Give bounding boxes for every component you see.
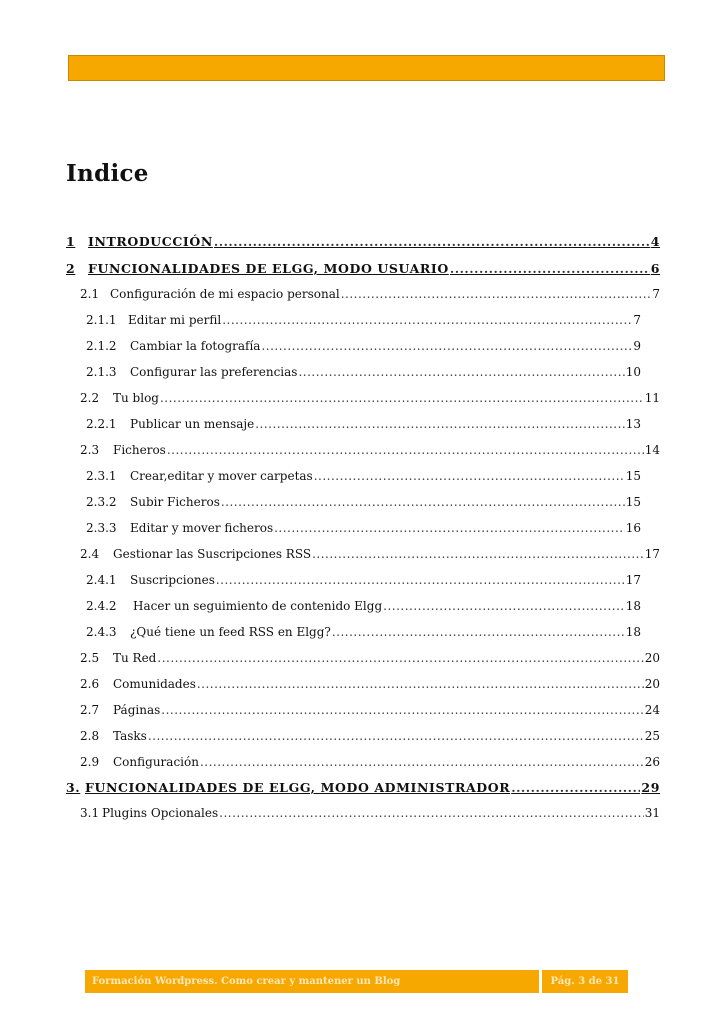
toc-entry-text: Tu Red [113, 651, 157, 665]
footer-title: Formación Wordpress. Como crear y mantener un Blog [85, 970, 539, 993]
toc-entry[interactable] [80, 755, 660, 769]
toc-leader [221, 495, 625, 509]
toc-entry[interactable] [66, 261, 660, 276]
toc-leader [197, 677, 644, 691]
toc-entry-number: 2.4.2 [86, 599, 117, 613]
toc-entry-text: ¿Qué tiene un feed RSS en Elgg? [130, 625, 331, 639]
toc-entry-page: 9 [633, 339, 641, 353]
toc-entry-text: Comunidades [113, 677, 196, 691]
toc-entry[interactable] [86, 521, 641, 535]
toc-entry[interactable] [80, 651, 660, 665]
toc-leader [148, 729, 644, 743]
toc-entry-number: 2.4 [80, 547, 100, 561]
toc-leader [450, 261, 650, 276]
toc-entry-page: 7 [633, 313, 641, 327]
toc-entry-text: Publicar un mensaje [130, 417, 255, 431]
toc-entry-number: 2.6 [80, 677, 100, 691]
toc-entry-page: 13 [625, 417, 641, 431]
toc-entry[interactable] [80, 677, 660, 691]
toc-entry[interactable] [66, 234, 660, 249]
header-bar [68, 55, 665, 81]
toc-entry-page: 11 [644, 391, 660, 405]
toc-entry-page: 18 [625, 599, 641, 613]
toc-entry-number: 2.3.1 [86, 469, 117, 483]
toc-entry-page: 6 [650, 261, 660, 276]
toc-entry-number: 2.3.2 [86, 495, 117, 509]
toc-entry-text: Configuración de mi espacio personal [110, 287, 340, 301]
toc-entry[interactable] [80, 729, 660, 743]
toc-entry[interactable] [80, 703, 660, 717]
toc-entry-number: 3. [66, 780, 81, 795]
toc-entry-page: 20 [644, 651, 660, 665]
toc-entry-page: 25 [644, 729, 660, 743]
toc-entry-text: FUNCIONALIDADES DE ELGG, MODO ADMINISTRADOR [85, 780, 511, 795]
toc-entry-page: 15 [625, 469, 641, 483]
toc-entry[interactable] [80, 806, 660, 820]
toc-entry[interactable] [80, 443, 660, 457]
toc-entry[interactable] [86, 495, 641, 509]
toc-entry-text: Subir Ficheros [130, 495, 220, 509]
toc-entry-number: 2.2 [80, 391, 100, 405]
toc-entry-page: 15 [625, 495, 641, 509]
toc-entry-number: 2.1.2 [86, 339, 117, 353]
toc-leader [161, 703, 643, 717]
toc-entry-page: 20 [644, 677, 660, 691]
toc-entry-number: 1 [66, 234, 76, 249]
toc-entry[interactable] [66, 780, 660, 795]
toc-entry[interactable] [86, 599, 641, 613]
toc-entry-number: 2.1 [80, 287, 100, 301]
toc-entry-number: 2.9 [80, 755, 100, 769]
toc-entry-text: Hacer un seguimiento de contenido Elgg [133, 599, 383, 613]
toc-leader [160, 391, 644, 405]
toc-leader [214, 234, 650, 249]
toc-leader [298, 365, 624, 379]
toc-entry-number: 2.3.3 [86, 521, 117, 535]
toc-leader [219, 806, 644, 820]
toc-leader [314, 469, 625, 483]
toc-leader [255, 417, 625, 431]
toc-entry-text: Tu blog [113, 391, 159, 405]
toc-entry[interactable] [86, 625, 641, 639]
toc-entry-text: Cambiar la fotografía [130, 339, 261, 353]
toc-entry[interactable] [86, 573, 641, 587]
toc-entry-page: 7 [652, 287, 660, 301]
toc-entry-text: Configuración [113, 755, 199, 769]
toc-entry[interactable] [80, 391, 660, 405]
toc-entry-number: 2 [66, 261, 76, 276]
toc-entry-page: 14 [644, 443, 660, 457]
toc-leader [383, 599, 625, 613]
toc-leader [341, 287, 652, 301]
toc-entry-number: 2.5 [80, 651, 100, 665]
toc-entry-text: Plugins Opcionales [102, 806, 219, 820]
toc-entry-page: 17 [625, 573, 641, 587]
toc-entry[interactable] [86, 469, 641, 483]
toc-leader [157, 651, 643, 665]
toc-leader [332, 625, 625, 639]
toc-entry-page: 4 [650, 234, 660, 249]
toc-leader [274, 521, 625, 535]
toc-entry-page: 29 [641, 780, 660, 795]
toc-entry-text: FUNCIONALIDADES DE ELGG, MODO USUARIO [88, 261, 449, 276]
footer-page-number: Pág. 3 de 31 [542, 970, 628, 993]
toc-entry-text: Ficheros [113, 443, 166, 457]
page-footer [85, 970, 628, 993]
toc-entry-number: 2.1.3 [86, 365, 117, 379]
toc-entry-page: 17 [644, 547, 660, 561]
toc-leader [312, 547, 644, 561]
toc-entry[interactable] [86, 339, 641, 353]
toc-entry-page: 26 [644, 755, 660, 769]
toc-entry[interactable] [86, 313, 641, 327]
toc-entry-number: 2.4.1 [86, 573, 117, 587]
toc-entry-text: Tasks [113, 729, 147, 743]
toc-entry-number: 2.8 [80, 729, 100, 743]
toc-entry-text: Suscripciones [130, 573, 215, 587]
toc-entry-number: 2.1.1 [86, 313, 117, 327]
toc-entry-number: 2.3 [80, 443, 100, 457]
toc-leader [216, 573, 625, 587]
toc-leader [167, 443, 644, 457]
toc-entry[interactable] [86, 365, 641, 379]
toc-entry-text: Gestionar las Suscripciones RSS [113, 547, 312, 561]
toc-leader [200, 755, 644, 769]
toc-entry-number: 2.2.1 [86, 417, 117, 431]
toc-entry-page: 16 [625, 521, 641, 535]
toc-entry-number: 2.4.3 [86, 625, 117, 639]
toc-entry[interactable] [80, 287, 660, 301]
toc-entry-text: Crear,editar y mover carpetas [130, 469, 313, 483]
toc-leader [511, 780, 640, 795]
page-title: Indice [66, 160, 149, 187]
toc-entry-page: 10 [625, 365, 641, 379]
toc-entry-page: 24 [644, 703, 660, 717]
toc-leader [261, 339, 632, 353]
toc-entry-page: 18 [625, 625, 641, 639]
toc-entry-text: Configurar las preferencias [130, 365, 298, 379]
toc-entry[interactable] [86, 417, 641, 431]
toc-entry-page: 31 [644, 806, 660, 820]
toc-leader [222, 313, 632, 327]
toc-entry-text: Páginas [113, 703, 161, 717]
toc-entry-text: Editar mi perfil [128, 313, 222, 327]
toc-entry-text: Editar y mover ficheros [130, 521, 274, 535]
toc-entry-text: INTRODUCCIÓN [88, 234, 213, 249]
toc-entry[interactable] [80, 547, 660, 561]
toc-entry-number: 2.7 [80, 703, 100, 717]
toc-entry-number: 3.1 [80, 806, 100, 820]
